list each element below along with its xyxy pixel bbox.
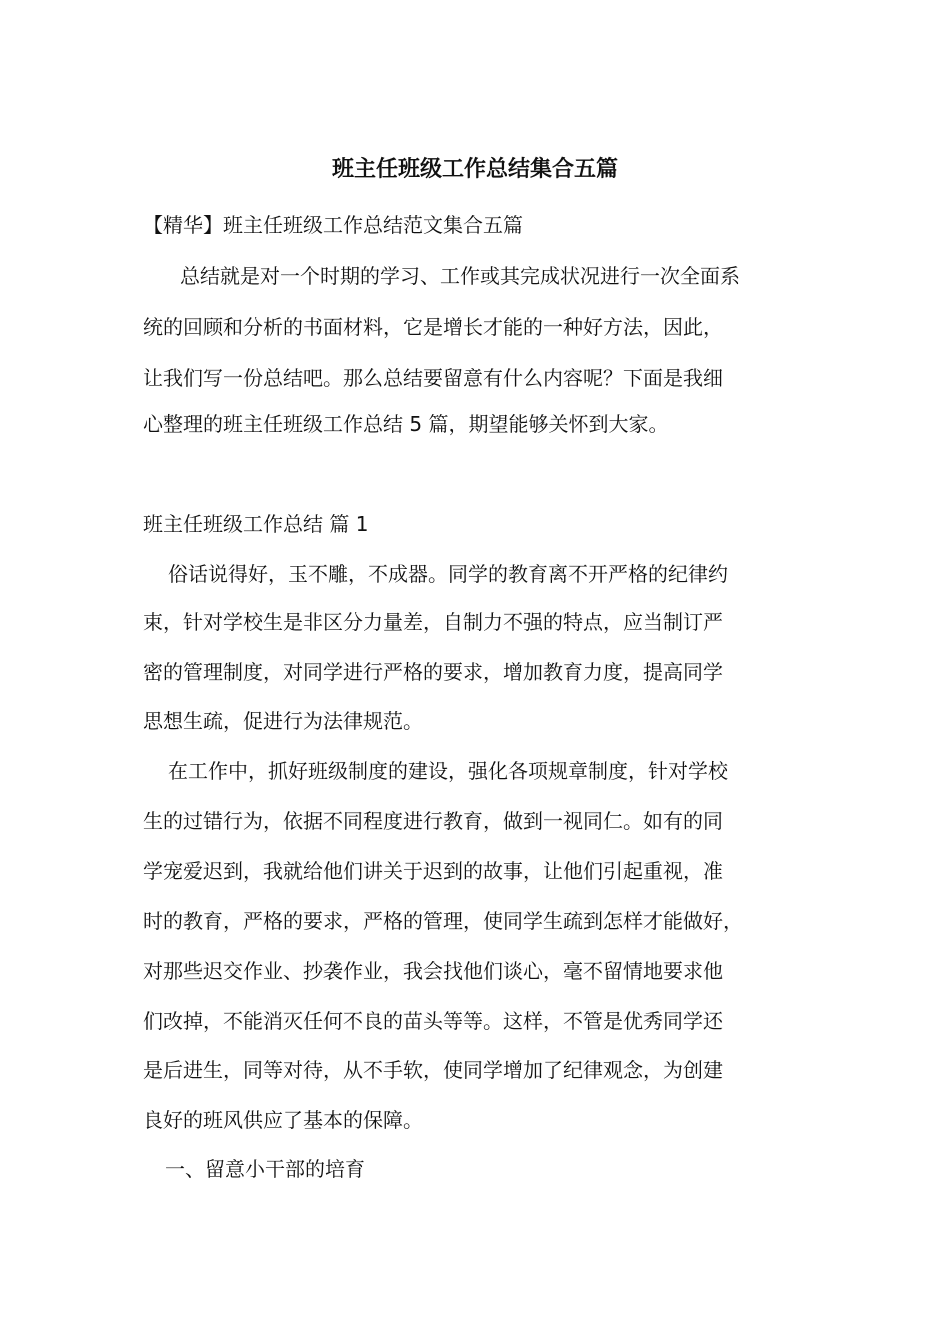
paragraph-line: 俗话说得好，玉不雕，不成器。同学的教育离不开严格的纪律约 — [168, 562, 728, 586]
intro-line: 总结就是对一个时期的学习、工作或其完成状况进行一次全面系 — [180, 264, 740, 288]
section-heading: 班主任班级工作总结 篇 1 — [143, 512, 369, 536]
document-title: 班主任班级工作总结集合五篇 — [331, 156, 618, 182]
paragraph-line: 在工作中，抓好班级制度的建设，强化各项规章制度，针对学校 — [168, 759, 728, 783]
intro-line: 统的回顾和分析的书面材料，它是增长才能的一种好方法，因此， — [143, 315, 723, 339]
section-subheading: 一、留意小干部的培育 — [165, 1157, 365, 1181]
paragraph-line: 密的管理制度，对同学进行严格的要求，增加教育力度，提高同学 — [143, 660, 723, 684]
paragraph-line: 们改掉，不能消灭任何不良的苗头等等。这样，不管是优秀同学还 — [143, 1009, 723, 1033]
paragraph-line: 是后进生，同等对待，从不手软，使同学增加了纪律观念，为创建 — [143, 1058, 723, 1082]
paragraph-line: 对那些迟交作业、抄袭作业，我会找他们谈心，毫不留情地要求他 — [143, 959, 723, 983]
paragraph-line: 学宠爱迟到，我就给他们讲关于迟到的故事，让他们引起重视，准 — [143, 859, 723, 883]
paragraph-line: 束，针对学校生是非区分力量差，自制力不强的特点，应当制订严 — [143, 610, 723, 634]
paragraph-line: 良好的班风供应了基本的保障。 — [143, 1108, 423, 1132]
document-subtitle: 【精华】班主任班级工作总结范文集合五篇 — [143, 213, 523, 237]
paragraph-line: 时的教育，严格的要求，严格的管理，使同学生疏到怎样才能做好， — [143, 909, 743, 933]
intro-line: 心整理的班主任班级工作总结 5 篇，期望能够关怀到大家。 — [143, 412, 669, 436]
intro-line: 让我们写一份总结吧。那么总结要留意有什么内容呢？下面是我细 — [143, 366, 723, 390]
paragraph-line: 生的过错行为，依据不同程度进行教育，做到一视同仁。如有的同 — [143, 809, 723, 833]
paragraph-line: 思想生疏，促进行为法律规范。 — [143, 709, 423, 733]
